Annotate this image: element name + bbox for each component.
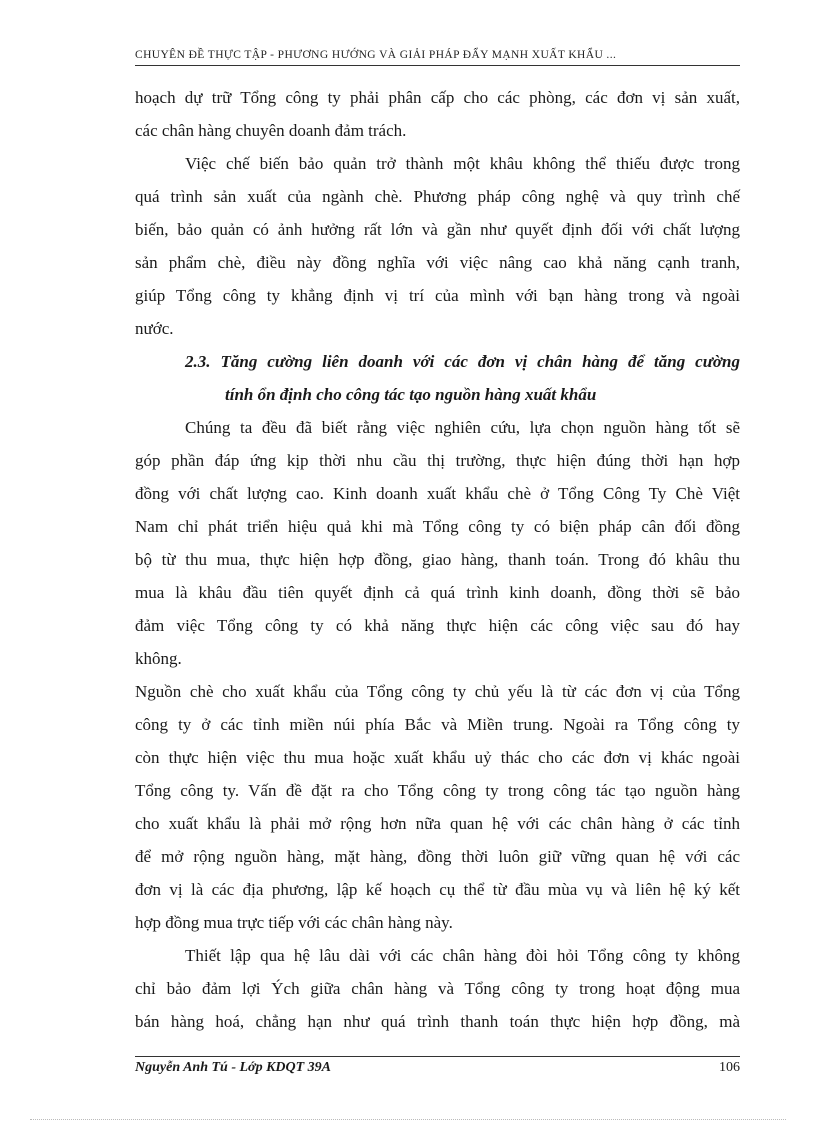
body-line: Nguồn chè cho xuất khẩu của Tổng công ty chủ yếu là từ các đơn vị của Tổng bbox=[135, 682, 740, 701]
section-heading-cont: tính ổn định cho công tác tạo nguồn hàng xuất khẩu bbox=[225, 385, 597, 404]
body-line: biến, bảo quản có ảnh hưởng rất lớn và gần như quyết định đối với chất lượng bbox=[135, 220, 740, 239]
body-line: sản phẩm chè, điều này đồng nghĩa với việc nâng cao khả năng cạnh tranh, bbox=[135, 253, 740, 272]
body-line: Chúng ta đều đã biết rằng việc nghiên cứu, lựa chọn nguồn hàng tốt sẽ bbox=[185, 418, 740, 437]
body-line: giúp Tổng công ty khẳng định vị trí của mình với bạn hàng trong và ngoài bbox=[135, 286, 740, 305]
body-line: không. bbox=[135, 649, 182, 668]
body-line: đảm việc Tổng công ty có khả năng thực hiện các công việc sau đó hay bbox=[135, 616, 740, 635]
body-line: đồng với chất lượng cao. Kinh doanh xuất khẩu chè ở Tổng Công Ty Chè Việt bbox=[135, 484, 740, 503]
section-heading: 2.3. Tăng cường liên doanh với các đơn vị chân hàng để tăng cường bbox=[185, 352, 740, 371]
body-line: nước. bbox=[135, 319, 174, 338]
body-line: bộ từ thu mua, thực hiện hợp đồng, giao hàng, thanh toán. Trong đó khâu thu bbox=[135, 550, 740, 569]
body-line: các chân hàng chuyên doanh đảm trách. bbox=[135, 121, 407, 140]
body-line: công ty ở các tỉnh miền núi phía Bắc và Miền trung. Ngoài ra Tổng công ty bbox=[135, 715, 740, 734]
page-number: 106 bbox=[719, 1060, 740, 1075]
body-line: mua là khâu đầu tiên quyết định cả quá trình kinh doanh, đồng thời sẽ bảo bbox=[135, 583, 740, 602]
body-line: hợp đồng mua trực tiếp với các chân hàng này. bbox=[135, 913, 453, 932]
page-edge-divider bbox=[30, 1119, 786, 1120]
body-line: còn thực hiện việc thu mua hoặc xuất khẩu uỷ thác cho các đơn vị khác ngoài bbox=[135, 748, 740, 767]
body-line: chỉ bảo đảm lợi Ých giữa chân hàng và Tổng công ty trong hoạt động mua bbox=[135, 979, 740, 998]
body-line: đơn vị là các địa phương, lập kế hoạch cụ thể từ đầu mùa vụ và liên hệ ký kết bbox=[135, 880, 740, 899]
footer-author: Nguyễn Anh Tú - Lớp KDQT 39A bbox=[135, 1060, 332, 1075]
body-line: góp phần đáp ứng kịp thời nhu cầu thị trường, thực hiện đúng thời hạn hợp bbox=[135, 451, 740, 470]
header-rule bbox=[135, 65, 740, 66]
body-line: hoạch dự trữ Tổng công ty phải phân cấp cho các phòng, các đơn vị sản xuất, bbox=[135, 88, 740, 107]
body-line: Nam chỉ phát triển hiệu quả khi mà Tổng công ty có biện pháp cân đối đồng bbox=[135, 517, 740, 536]
body-line: quá trình sản xuất của ngành chè. Phương pháp công nghệ và quy trình chế bbox=[135, 187, 740, 206]
body-line: Việc chế biến bảo quản trở thành một khâu không thể thiếu được trong bbox=[185, 154, 740, 173]
body-line: Tổng công ty. Vấn đề đặt ra cho Tổng công ty trong công tác tạo nguồn hàng bbox=[135, 781, 740, 800]
body-line: Thiết lập qua hệ lâu dài với các chân hàng đòi hỏi Tổng công ty không bbox=[185, 946, 740, 965]
body-line: cho xuất khẩu là phải mở rộng hơn nữa quan hệ với các chân hàng ở các tỉnh bbox=[135, 814, 740, 833]
running-header: CHUYÊN ĐỀ THỰC TẬP - PHƯƠNG HƯỚNG VÀ GIẢI PHÁP ĐẨY MẠNH XUẤT KHẨU ... bbox=[135, 49, 617, 61]
footer-rule bbox=[135, 1056, 740, 1057]
body-line: để mở rộng nguồn hàng, mặt hàng, đồng thời luôn giữ vững quan hệ với các bbox=[135, 847, 740, 866]
body-line: bán hàng hoá, chẳng hạn như quá trình thanh toán thực hiện hợp đồng, mà bbox=[135, 1012, 740, 1031]
